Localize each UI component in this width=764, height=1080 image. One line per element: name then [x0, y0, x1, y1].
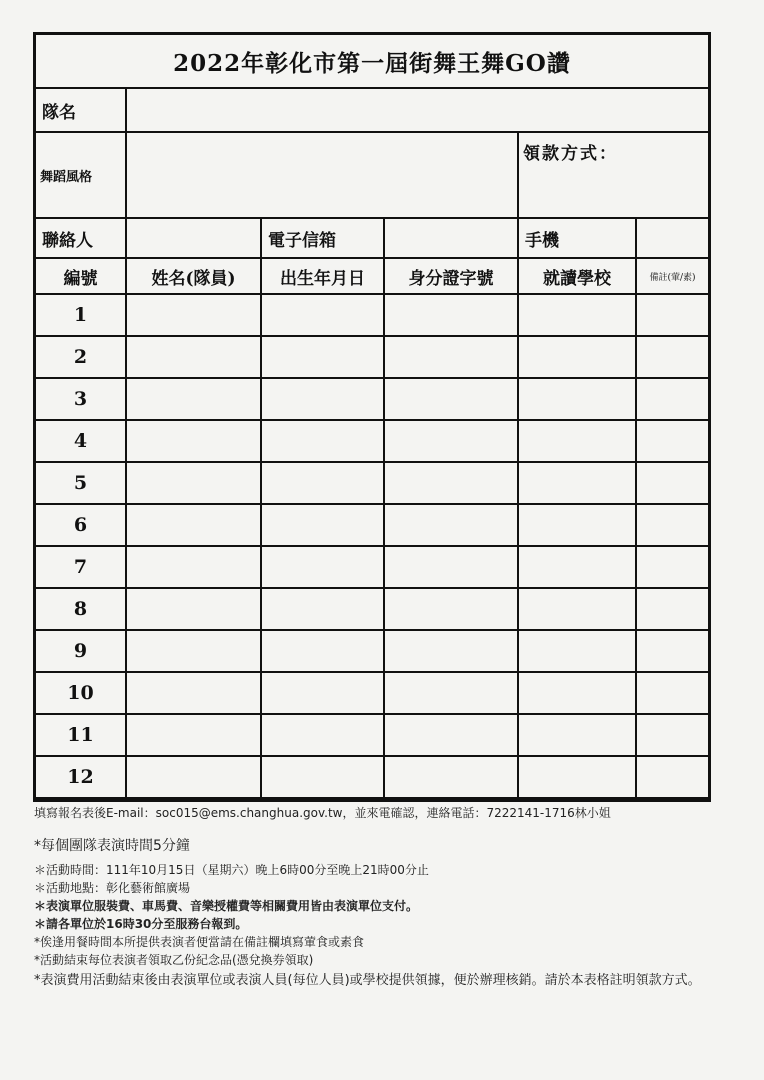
row-number: 12	[36, 756, 126, 798]
remark-cell[interactable]	[636, 294, 708, 336]
note-item: ＊活動地點：彰化藝術館廣場	[34, 881, 191, 896]
school-cell[interactable]	[518, 672, 636, 714]
school-cell[interactable]	[518, 462, 636, 504]
id-number-cell[interactable]	[384, 588, 518, 630]
school-cell[interactable]	[518, 336, 636, 378]
row-number: 9	[36, 630, 126, 672]
member-name-cell[interactable]	[126, 672, 261, 714]
note-item: *俟逢用餐時間本所提供表演者便當請在備註欄填寫葷食或素食	[34, 935, 365, 950]
column-header: 身分證字號	[384, 258, 518, 294]
school-cell[interactable]	[518, 378, 636, 420]
member-row	[36, 672, 708, 714]
member-row	[36, 336, 708, 378]
remark-cell[interactable]	[636, 630, 708, 672]
remark-cell[interactable]	[636, 336, 708, 378]
dance-style-field[interactable]	[126, 132, 518, 218]
member-name-cell[interactable]	[126, 294, 261, 336]
remark-cell[interactable]	[636, 504, 708, 546]
member-row	[36, 378, 708, 420]
id-number-cell[interactable]	[384, 714, 518, 756]
note-item: ＊請各單位於16時30分至服務台報到。	[34, 917, 248, 932]
birthdate-cell[interactable]	[261, 756, 384, 798]
member-name-cell[interactable]	[126, 378, 261, 420]
row-number: 2	[36, 336, 126, 378]
birthdate-cell[interactable]	[261, 546, 384, 588]
note-item: ＊活動時間：111年10月15日（星期六）晚上6時00分至晚上21時00分止	[34, 863, 429, 878]
column-header-row	[36, 258, 708, 294]
contact-person-label: 聯絡人	[36, 218, 126, 258]
member-row	[36, 630, 708, 672]
id-number-cell[interactable]	[384, 420, 518, 462]
id-number-cell[interactable]	[384, 630, 518, 672]
school-cell[interactable]	[518, 714, 636, 756]
remark-cell[interactable]	[636, 378, 708, 420]
column-header: 就讀學校	[518, 258, 636, 294]
registration-table	[36, 35, 708, 799]
row-number: 10	[36, 672, 126, 714]
member-name-cell[interactable]	[126, 588, 261, 630]
birthdate-cell[interactable]	[261, 672, 384, 714]
id-number-cell[interactable]	[384, 462, 518, 504]
member-row	[36, 756, 708, 798]
column-header: 姓名(隊員)	[126, 258, 261, 294]
payment-method-label: 領款方式：	[523, 144, 618, 164]
member-name-cell[interactable]	[126, 714, 261, 756]
member-name-cell[interactable]	[126, 504, 261, 546]
team-name-field[interactable]	[126, 88, 708, 132]
member-name-cell[interactable]	[126, 462, 261, 504]
id-number-cell[interactable]	[384, 672, 518, 714]
row-number: 3	[36, 378, 126, 420]
column-header: 編號	[36, 258, 126, 294]
performance-time-note: *每個團隊表演時間5分鐘	[34, 838, 190, 855]
member-name-cell[interactable]	[126, 756, 261, 798]
school-cell[interactable]	[518, 294, 636, 336]
email-field[interactable]	[384, 218, 518, 258]
notes-section	[34, 806, 724, 991]
remark-cell[interactable]	[636, 672, 708, 714]
member-row	[36, 588, 708, 630]
remark-cell[interactable]	[636, 756, 708, 798]
remark-cell[interactable]	[636, 462, 708, 504]
school-cell[interactable]	[518, 630, 636, 672]
column-header: 備註(葷/素)	[636, 258, 708, 294]
birthdate-cell[interactable]	[261, 378, 384, 420]
id-number-cell[interactable]	[384, 546, 518, 588]
registration-form	[33, 32, 711, 802]
row-number: 7	[36, 546, 126, 588]
member-name-cell[interactable]	[126, 546, 261, 588]
member-name-cell[interactable]	[126, 630, 261, 672]
member-row	[36, 504, 708, 546]
row-number: 4	[36, 420, 126, 462]
id-number-cell[interactable]	[384, 756, 518, 798]
payment-method-field[interactable]	[518, 132, 708, 218]
email-label: 電子信箱	[261, 218, 384, 258]
birthdate-cell[interactable]	[261, 588, 384, 630]
remark-cell[interactable]	[636, 546, 708, 588]
birthdate-cell[interactable]	[261, 336, 384, 378]
team-name-label: 隊名	[36, 88, 126, 132]
row-number: 8	[36, 588, 126, 630]
birthdate-cell[interactable]	[261, 462, 384, 504]
member-rows	[36, 294, 708, 798]
contact-line: 填寫報名表後E-mail：soc015@ems.changhua.gov.tw，並來電確認，連絡電話：7222141-1716林小姐	[34, 806, 611, 820]
note-item: *活動結束每位表演者領取乙份紀念品(憑兌換券領取)	[34, 953, 314, 968]
member-name-cell[interactable]	[126, 420, 261, 462]
member-row	[36, 546, 708, 588]
member-name-cell[interactable]	[126, 336, 261, 378]
form-title: 2022年彰化市第一屆街舞王舞GO讚	[36, 35, 708, 88]
birthdate-cell[interactable]	[261, 420, 384, 462]
id-number-cell[interactable]	[384, 336, 518, 378]
row-number: 6	[36, 504, 126, 546]
row-number: 1	[36, 294, 126, 336]
school-cell[interactable]	[518, 756, 636, 798]
note-item: ＊表演單位服裝費、車馬費、音樂授權費等相關費用皆由表演單位支付。	[34, 899, 419, 914]
member-row	[36, 294, 708, 336]
school-cell[interactable]	[518, 588, 636, 630]
birthdate-cell[interactable]	[261, 630, 384, 672]
member-row	[36, 462, 708, 504]
school-cell[interactable]	[518, 504, 636, 546]
id-number-cell[interactable]	[384, 504, 518, 546]
school-cell[interactable]	[518, 546, 636, 588]
mobile-field[interactable]	[636, 218, 708, 258]
contact-person-field[interactable]	[126, 218, 261, 258]
member-row	[36, 420, 708, 462]
member-row	[36, 714, 708, 756]
reimbursement-note: *表演費用活動結束後由表演單位或表演人員(每位人員)或學校提供領據，便於辦理核銷。請於本表格註明領款方式。	[34, 973, 701, 989]
id-number-cell[interactable]	[384, 378, 518, 420]
row-number: 11	[36, 714, 126, 756]
remark-cell[interactable]	[636, 714, 708, 756]
row-number: 5	[36, 462, 126, 504]
dance-style-label: 舞蹈風格	[36, 132, 126, 218]
column-header: 出生年月日	[261, 258, 384, 294]
birthdate-cell[interactable]	[261, 504, 384, 546]
mobile-label: 手機	[518, 218, 636, 258]
remark-cell[interactable]	[636, 588, 708, 630]
birthdate-cell[interactable]	[261, 294, 384, 336]
school-cell[interactable]	[518, 420, 636, 462]
birthdate-cell[interactable]	[261, 714, 384, 756]
remark-cell[interactable]	[636, 420, 708, 462]
id-number-cell[interactable]	[384, 294, 518, 336]
